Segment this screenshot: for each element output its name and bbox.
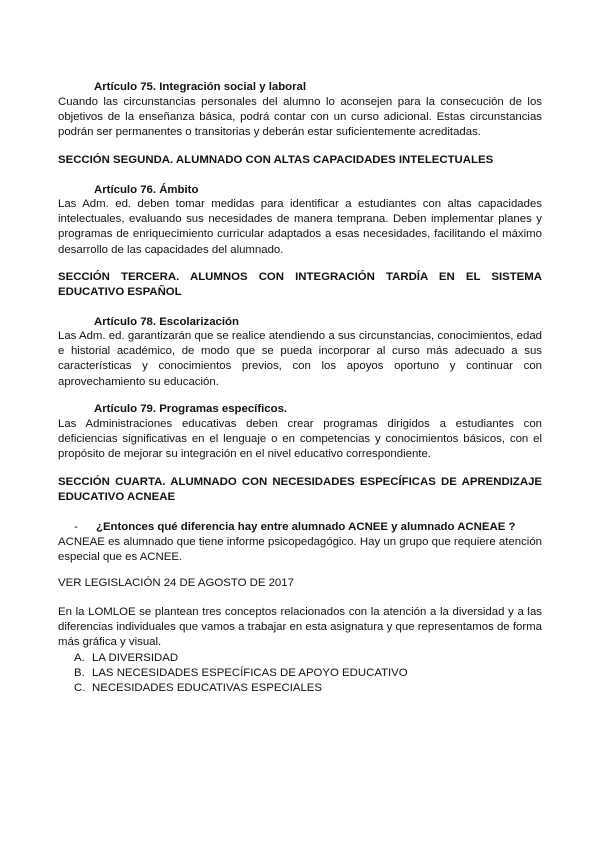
article-76-text: Las Adm. ed. deben tomar medidas para identificar a estudiantes con altas capacidades intelectuales, evaluando sus necesidades de manera temprana. Deben implementar planes y programas de enriquecimiento curricular adaptados a esas necesidades, facilitando el máximo desarrollo de las capacidades del alumnado.: [58, 198, 542, 256]
article-75-text: Cuando las circunstancias personales del alumno lo aconsejen para la consecución de los objetivos de la enseñanza básica, podrá contar con un curso adicional. Estas circunstancias podrán ser permanentes o transitorias y deberán estar suficientemente acreditadas.: [58, 96, 542, 139]
bullet-dash: -: [74, 521, 78, 533]
article-78-text: Las Adm. ed. garantizarán que se realice atendiendo a sus circunstancias, conocimientos, edad e historial académico, de modo que se pueda incorporar al curso más adecuado a sus características y conocimientos previos, con los apoyos oportuno y continuar con aprovechamiento su educación.: [58, 330, 542, 388]
list-item: [74, 681, 408, 696]
answer-text: ACNEAE es alumnado que tiene informe psicopedagógico. Hay un grupo que requiere atención especial que es ACNEE.: [58, 536, 542, 564]
answer-body: [58, 535, 542, 565]
list-item-label: LAS NECESIDADES ESPECÍFICAS DE APOYO EDUCATIVO: [92, 667, 408, 679]
question-line: [74, 520, 515, 535]
list-item-label: NECESIDADES EDUCATIVAS ESPECIALES: [92, 682, 322, 694]
article-76-body: [58, 197, 542, 258]
article-79-title: Artículo 79. Programas específicos.: [94, 403, 288, 415]
question-text: ¿Entonces qué diferencia hay entre alumnado ACNEE y alumnado ACNEAE ?: [96, 521, 516, 533]
section-cuarta-heading: SECCIÓN CUARTA. ALUMNADO CON NECESIDADES ESPECÍFICAS DE APRENDIZAJE EDUCATIVO ACNEAE: [58, 476, 542, 504]
section-segunda-heading: SECCIÓN SEGUNDA. ALUMNADO CON ALTAS CAPACIDADES INTELECTUALES: [58, 154, 494, 166]
list-item: [74, 651, 408, 666]
list-item-label: LA DIVERSIDAD: [92, 652, 179, 664]
list-marker: C.: [74, 682, 86, 694]
section-tercera-heading: SECCIÓN TERCERA. ALUMNOS CON INTEGRACIÓN TARDÍA EN EL SISTEMA EDUCATIVO ESPAÑOL: [58, 271, 542, 299]
lomloe-text: En la LOMLOE se plantean tres conceptos relacionados con la atención a la diversidad y a las diferencias individuales que vamos a trabajar en esta asignatura y que representamos de forma más gráfica y visual.: [58, 606, 542, 649]
article-78-title: Artículo 78. Escolarización: [94, 316, 239, 328]
list-item: [74, 666, 408, 681]
list-marker: B.: [74, 667, 85, 679]
article-76-title: Artículo 76. Ámbito: [94, 184, 199, 196]
article-78-body: [58, 329, 542, 390]
lomloe-body: [58, 605, 542, 651]
article-75-body: [58, 95, 542, 141]
article-75-title: Artículo 75. Integración social y laboral: [94, 81, 307, 93]
list-marker: A.: [74, 652, 85, 664]
article-79-text: Las Administraciones educativas deben crear programas dirigidos a estudiantes con deficiencias significativas en el lenguaje o en competencias y conocimientos básicos, con el propósito de mejorar su integración en el nivel educativo correspondiente.: [58, 418, 542, 461]
legislation-note: VER LEGISLACIÓN 24 DE AGOSTO DE 2017: [58, 577, 294, 589]
concept-list: [74, 651, 408, 696]
article-79-body: [58, 417, 542, 463]
